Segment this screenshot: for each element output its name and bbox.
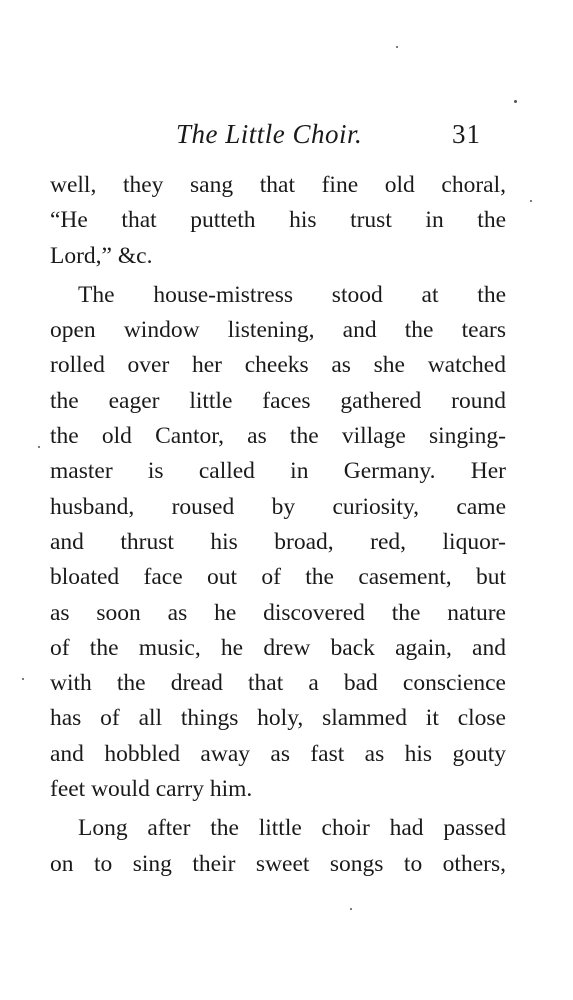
text-line: the eager little faces gathered round bbox=[50, 387, 506, 414]
body-text bbox=[50, 168, 506, 882]
text-line: The house-mistress stood at the bbox=[78, 281, 506, 308]
paper-speck bbox=[350, 908, 352, 910]
text-line: on to sing their sweet songs to others, bbox=[50, 850, 506, 877]
text-line: master is called in Germany. Her bbox=[50, 458, 506, 485]
paper-speck bbox=[530, 200, 532, 202]
text-line: feet would carry him. bbox=[50, 776, 253, 803]
paper-speck bbox=[38, 446, 40, 448]
text-line: the old Cantor, as the village singing- bbox=[50, 423, 506, 450]
text-line: has of all things holy, slammed it close bbox=[50, 705, 506, 732]
text-line: of the music, he drew back again, and bbox=[50, 634, 506, 661]
text-line: and hobbled away as fast as his gouty bbox=[50, 740, 506, 767]
text-line: rolled over her cheeks as she watched bbox=[50, 352, 506, 379]
page-number: 31 bbox=[452, 119, 481, 149]
text-line: Long after the little choir had passed bbox=[78, 815, 506, 842]
text-line: open window listening, and the tears bbox=[50, 317, 506, 344]
text-line: husband, roused by curiosity, came bbox=[50, 493, 506, 520]
text-line: with the dread that a bad conscience bbox=[50, 670, 506, 697]
running-head bbox=[0, 116, 573, 152]
text-line: as soon as he discovered the nature bbox=[50, 599, 506, 626]
text-line: bloated face out of the casement, but bbox=[50, 564, 506, 591]
running-title: The Little Choir. bbox=[176, 119, 363, 149]
paper-speck bbox=[514, 100, 517, 103]
text-line: Lord,” &c. bbox=[50, 242, 153, 269]
text-line: “He that putteth his trust in the bbox=[50, 207, 506, 234]
text-line: well, they sang that fine old choral, bbox=[50, 172, 506, 198]
text-line: and thrust his broad, red, liquor- bbox=[50, 528, 506, 555]
paper-speck bbox=[22, 678, 24, 680]
paper-speck bbox=[396, 46, 398, 48]
